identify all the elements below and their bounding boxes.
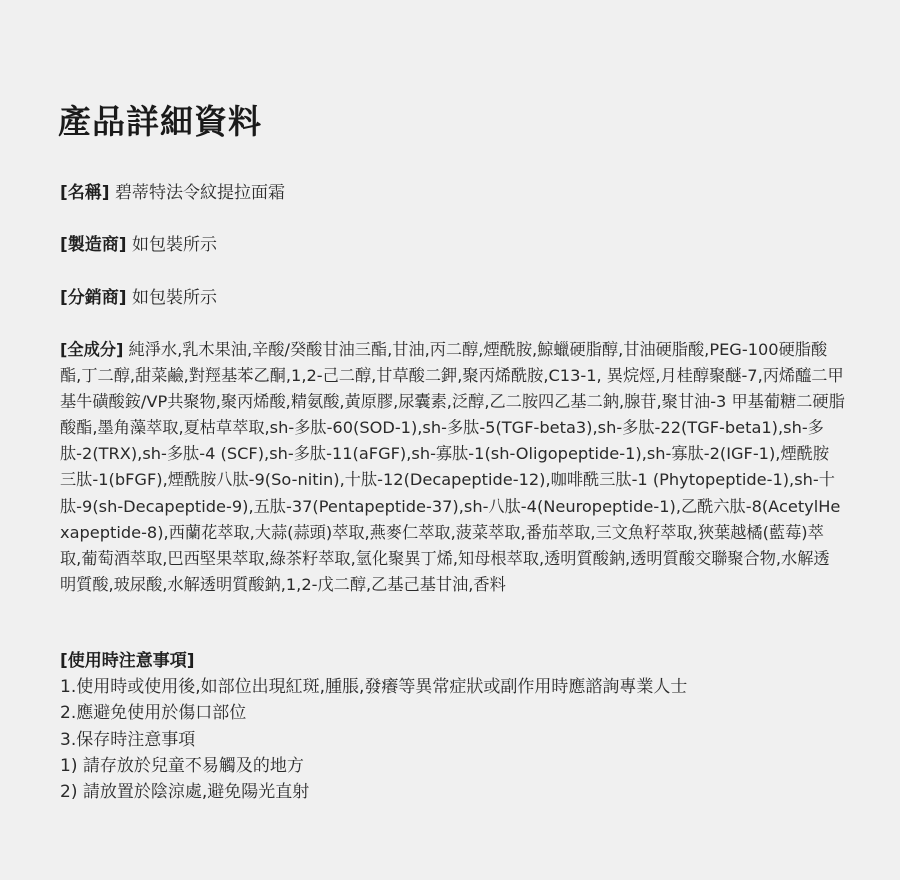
product-name-value: 碧蒂特法令紋提拉面霜 <box>114 183 285 203</box>
product-name-label: [名稱] <box>60 183 110 203</box>
distributor-label: [分銷商] <box>60 288 127 308</box>
precaution-line: 1.使用時或使用後,如部位出現紅斑,腫脹,發癢等異常症狀或副作用時應諮詢專業人士 <box>60 677 688 698</box>
precaution-line: 3.保存時注意事項 <box>60 729 196 750</box>
precaution-line: 1) 請存放於兒童不易觸及的地方 <box>60 755 304 776</box>
distributor-row <box>60 285 845 311</box>
distributor-value: 如包裝所示 <box>131 288 217 308</box>
ingredients-label: [全成分] <box>60 340 124 359</box>
manufacturer-row <box>60 232 845 258</box>
precaution-line: 2.應避免使用於傷口部位 <box>60 703 247 724</box>
manufacturer-value: 如包裝所示 <box>131 235 217 255</box>
precautions-title: [使用時注意事項] <box>60 651 195 671</box>
product-name-row <box>60 180 845 206</box>
ingredients-value: 純淨水,乳木果油,辛酸/癸酸甘油三酯,甘油,丙二醇,煙酰胺,鯨蠟硬脂醇,甘油硬脂酸,PEG-100硬脂酸酯,丁二醇,甜菜鹼,對羥基苯乙酮,1,2-己二醇,甘草酸二鉀,聚丙烯酰胺,C13-1, 異烷烴,月桂醇聚醚-7,丙烯醯二甲基牛磺酸銨/VP共聚物,聚丙烯酸,精氨酸,黃原膠,尿囊素,泛醇,乙二胺四乙基二鈉,腺苷,聚甘油-3 甲基葡糖二硬脂酸酯,墨角藻萃取,夏枯草萃取,sh-多肽-60(SOD-1),sh-多肽-5(TGF-beta3),sh-多肽-22(TGF-beta1),sh-多肽-2(TRX),sh-多肽-4 (SCF),sh-多肽-11(aFGF),sh-寡肽-1(sh-Oligopeptide-1),sh-寡肽-2(IGF-1),煙酰胺三肽-1(bFGF),煙酰胺八肽-9(So-nitin),十肽-12(Decapeptide-12),咖啡酰三肽-1 (Phytopeptide-1),sh-十肽-9(sh-Decapeptide-9),五肽-37(Pentapeptide-37),sh-八肽-4(Neuropeptide-1),乙酰六肽-8(AcetylHexapeptide-8),西蘭花萃取,大蒜(蒜頭)萃取,燕麥仁萃取,菠菜萃取,番茄萃取,三文魚籽萃取,狹葉越橘(藍莓)萃取,葡萄酒萃取,巴西堅果萃取,綠茶籽萃取,氫化聚異丁烯,知母根萃取,透明質酸鈉,透明質酸交聯聚合物,水解透明質酸,玻尿酸,水解透明質酸鈉,1,2-戊二醇,乙基己基甘油,香料 <box>60 340 845 594</box>
ingredients-row <box>60 337 845 598</box>
page-title: 產品詳細資料 <box>58 102 262 141</box>
precaution-line: 2) 請放置於陰涼處,避免陽光直射 <box>60 782 310 803</box>
manufacturer-label: [製造商] <box>60 235 127 255</box>
precautions-section <box>60 648 845 805</box>
